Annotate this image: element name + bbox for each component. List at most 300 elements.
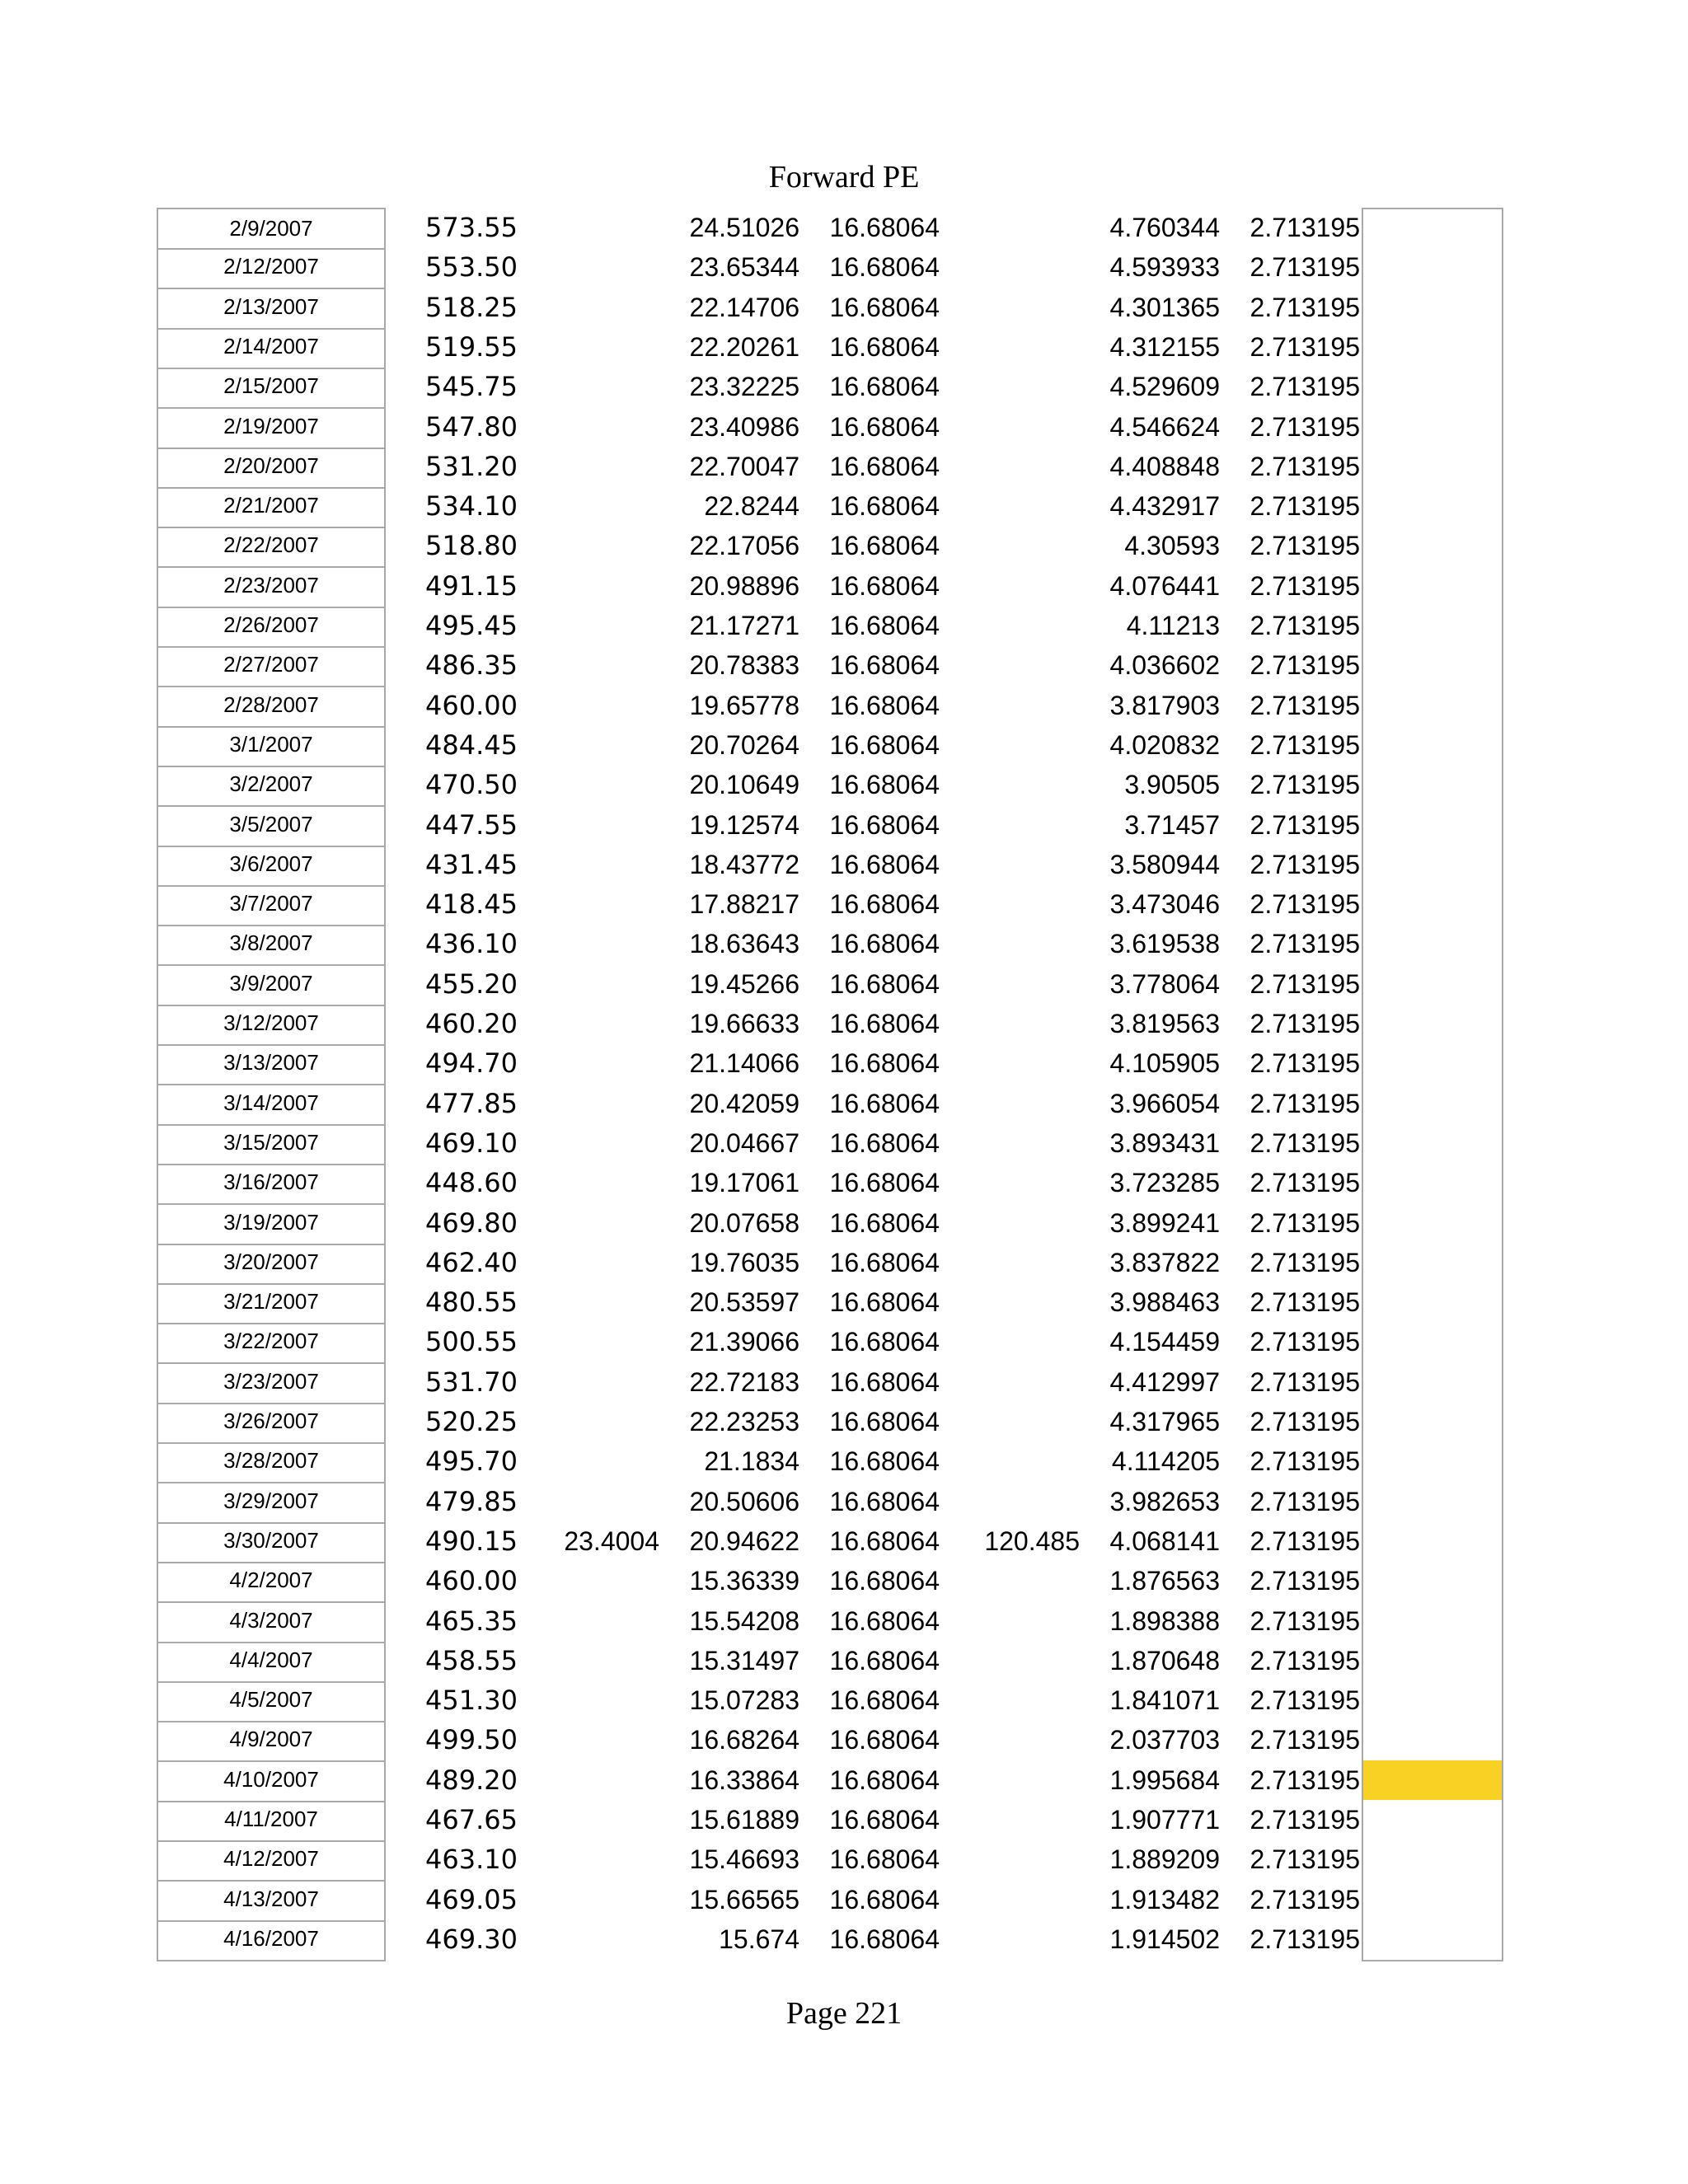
price-cell: 469.30: [425, 1923, 518, 1955]
value-120-cell: [940, 407, 1080, 448]
ratio-avg-cell: 2.713195: [1250, 1366, 1360, 1397]
ratio-avg-cell: 2.713195: [1250, 1287, 1360, 1318]
ratio-cell: 4.312155: [1109, 331, 1220, 362]
pe-cell: 22.23253: [689, 1407, 799, 1436]
date-cell: 3/26/2007: [157, 1402, 386, 1444]
ratio-cell: 3.988463: [1109, 1287, 1220, 1318]
eps-cell: [528, 765, 659, 805]
value-120-cell: [940, 247, 1080, 288]
ratio-cell: 1.898388: [1109, 1605, 1220, 1636]
eps-cell: [528, 686, 659, 726]
eps-cell: [528, 1362, 659, 1403]
value-120-cell: [940, 686, 1080, 726]
pe-cell: 24.51026: [689, 213, 799, 242]
date-cell: 2/21/2007: [157, 486, 386, 528]
ratio-avg-cell: 2.713195: [1250, 1327, 1360, 1357]
value-120-cell: [940, 1084, 1080, 1124]
table-row: [0, 327, 1688, 368]
value-120-cell: [940, 765, 1080, 805]
pe-cell: 18.63643: [689, 929, 799, 959]
empty-cell: [1362, 924, 1503, 966]
pe-cell: 21.1834: [704, 1446, 799, 1477]
empty-cell: [1362, 1441, 1503, 1483]
ratio-cell: 4.154459: [1109, 1327, 1220, 1357]
value-120-cell: [940, 964, 1080, 1005]
table-row: [0, 1521, 1688, 1562]
price-cell: 520.25: [425, 1406, 518, 1437]
empty-cell: [1362, 1720, 1503, 1762]
table-row: [0, 247, 1688, 288]
pe-cell: 21.17271: [689, 611, 799, 640]
ratio-cell: 4.593933: [1109, 252, 1220, 283]
table-row: [0, 1282, 1688, 1323]
table-row: [0, 1362, 1688, 1403]
price-cell: 545.75: [425, 371, 518, 403]
price-cell: 531.70: [425, 1366, 518, 1398]
value-120-cell: [940, 606, 1080, 646]
pe-cell: 19.45266: [689, 968, 799, 999]
ratio-cell: 4.529609: [1109, 372, 1220, 402]
pe-cell: 23.32225: [689, 372, 799, 402]
value-120-cell: [940, 725, 1080, 766]
ratio-avg-cell: 2.713195: [1250, 611, 1360, 640]
pe-cell: 22.20261: [689, 331, 799, 362]
date-cell: 4/3/2007: [157, 1601, 386, 1643]
date-cell: 4/13/2007: [157, 1880, 386, 1922]
avg-pe-cell: 16.68064: [829, 611, 940, 640]
empty-cell: [1362, 964, 1503, 1006]
ratio-cell: 4.412997: [1109, 1366, 1220, 1397]
value-120-cell: [940, 1601, 1080, 1642]
eps-cell: [528, 1760, 659, 1801]
ratio-avg-cell: 2.713195: [1250, 650, 1360, 681]
price-cell: 469.80: [425, 1207, 518, 1239]
price-cell: 534.10: [425, 490, 518, 523]
empty-cell: [1362, 407, 1503, 449]
empty-cell: [1362, 1561, 1503, 1603]
eps-cell: [528, 1720, 659, 1760]
value-120-cell: [940, 884, 1080, 925]
eps-cell: [528, 964, 659, 1005]
empty-cell: [1362, 566, 1503, 608]
price-cell: 495.70: [425, 1446, 518, 1478]
eps-cell: [528, 566, 659, 607]
table-row: [0, 1203, 1688, 1244]
ratio-cell: 4.317965: [1109, 1407, 1220, 1436]
date-cell: 3/22/2007: [157, 1322, 386, 1364]
value-120-cell: [940, 1919, 1080, 1960]
value-120-cell: [940, 845, 1080, 885]
value-120-cell: [940, 1840, 1080, 1880]
table-row: [0, 1163, 1688, 1203]
pe-cell: 17.88217: [689, 889, 799, 920]
value-120-cell: [940, 1322, 1080, 1362]
price-cell: 470.50: [425, 769, 518, 801]
empty-cell: [1362, 1521, 1503, 1563]
pe-cell: 19.76035: [689, 1247, 799, 1277]
eps-cell: [528, 1800, 659, 1840]
price-cell: 460.00: [425, 689, 518, 721]
empty-cell: [1362, 1482, 1503, 1524]
empty-cell: [1362, 725, 1503, 767]
table-row: [0, 1043, 1688, 1084]
ratio-cell: 3.893431: [1109, 1127, 1220, 1158]
avg-pe-cell: 16.68064: [829, 650, 940, 681]
eps-cell: [528, 1840, 659, 1880]
pe-cell: 15.46693: [689, 1844, 799, 1875]
empty-cell: [1362, 1123, 1503, 1165]
empty-cell: [1362, 486, 1503, 528]
ratio-avg-cell: 2.713195: [1250, 809, 1360, 840]
pe-cell: 15.54208: [689, 1605, 799, 1636]
price-cell: 460.20: [425, 1008, 518, 1039]
value-120-cell: [940, 1641, 1080, 1681]
price-cell: 463.10: [425, 1844, 518, 1876]
ratio-avg-cell: 2.713195: [1250, 1844, 1360, 1875]
price-cell: 462.40: [425, 1246, 518, 1278]
table-row: [0, 1680, 1688, 1721]
pe-cell: 20.07658: [689, 1207, 799, 1238]
table-row: [0, 924, 1688, 964]
ratio-avg-cell: 2.713195: [1250, 1884, 1360, 1915]
value-120-cell: [940, 1123, 1080, 1164]
ratio-cell: 3.473046: [1109, 889, 1220, 920]
eps-cell: [528, 447, 659, 487]
date-cell: 4/9/2007: [157, 1720, 386, 1762]
date-cell: 4/10/2007: [157, 1760, 386, 1802]
date-cell: 3/15/2007: [157, 1123, 386, 1165]
pe-cell: 20.94622: [689, 1526, 799, 1556]
empty-cell: [1362, 805, 1503, 847]
date-cell: 2/9/2007: [157, 208, 386, 250]
value-120-cell: [940, 566, 1080, 607]
ratio-avg-cell: 2.713195: [1250, 1645, 1360, 1675]
eps-cell: [528, 805, 659, 846]
date-cell: 3/8/2007: [157, 924, 386, 966]
ratio-avg-cell: 2.713195: [1250, 1127, 1360, 1158]
eps-cell: [528, 1084, 659, 1124]
highlighted-cell: [1362, 1760, 1503, 1802]
eps-cell: [528, 1641, 659, 1681]
price-cell: 479.85: [425, 1485, 518, 1517]
ratio-avg-cell: 2.713195: [1250, 531, 1360, 561]
date-cell: 3/9/2007: [157, 964, 386, 1006]
table-row: [0, 1004, 1688, 1044]
eps-cell: [528, 1402, 659, 1442]
ratio-cell: 4.760344: [1109, 213, 1220, 242]
price-cell: 455.20: [425, 968, 518, 1000]
pe-cell: 22.72183: [689, 1366, 799, 1397]
price-cell: 491.15: [425, 569, 518, 602]
price-cell: 469.05: [425, 1883, 518, 1915]
price-cell: 519.55: [425, 330, 518, 363]
value-120-cell: [940, 1362, 1080, 1403]
pe-cell: 15.07283: [689, 1685, 799, 1716]
ratio-cell: 1.913482: [1109, 1884, 1220, 1915]
price-cell: 518.80: [425, 530, 518, 562]
table-row: [0, 884, 1688, 925]
ratio-cell: 3.966054: [1109, 1088, 1220, 1118]
empty-cell: [1362, 447, 1503, 489]
value-120-cell: [940, 1880, 1080, 1920]
avg-pe-cell: 16.68064: [829, 809, 940, 840]
avg-pe-cell: 16.68064: [829, 1725, 940, 1755]
avg-pe-cell: 16.68064: [829, 252, 940, 283]
table-row: [0, 1720, 1688, 1760]
eps-cell: [528, 1441, 659, 1482]
eps-cell: [528, 1282, 659, 1323]
ratio-cell: 1.889209: [1109, 1844, 1220, 1875]
empty-cell: [1362, 1004, 1503, 1046]
table-row: [0, 1760, 1688, 1801]
avg-pe-cell: 16.68064: [829, 889, 940, 920]
avg-pe-cell: 16.68064: [829, 1605, 940, 1636]
price-cell: 436.10: [425, 928, 518, 960]
ratio-cell: 3.90505: [1124, 770, 1220, 800]
pe-cell: 21.14066: [689, 1048, 799, 1079]
table-row: [0, 1561, 1688, 1601]
price-cell: 480.55: [425, 1286, 518, 1319]
ratio-cell: 4.076441: [1109, 570, 1220, 601]
value-120-cell: [940, 526, 1080, 566]
table-row: [0, 1123, 1688, 1164]
price-cell: 465.35: [425, 1605, 518, 1637]
value-120-cell: [940, 1203, 1080, 1244]
avg-pe-cell: 16.68064: [829, 1924, 940, 1954]
table-row: [0, 606, 1688, 646]
value-120-cell: [940, 367, 1080, 407]
date-cell: 3/12/2007: [157, 1004, 386, 1046]
page-title: Forward PE: [768, 160, 920, 194]
value-120-cell: [940, 288, 1080, 328]
ratio-cell: 4.408848: [1109, 451, 1220, 481]
ratio-cell: 3.723285: [1109, 1168, 1220, 1198]
value-120-cell: 120.485: [984, 1526, 1080, 1556]
avg-pe-cell: 16.68064: [829, 451, 940, 481]
ratio-avg-cell: 2.713195: [1250, 331, 1360, 362]
empty-cell: [1362, 1680, 1503, 1722]
table-row: [0, 1482, 1688, 1522]
avg-pe-cell: 16.68064: [829, 690, 940, 720]
ratio-cell: 3.71457: [1124, 809, 1220, 840]
eps-cell: [528, 247, 659, 288]
eps-cell: [528, 1680, 659, 1721]
value-120-cell: [940, 1561, 1080, 1601]
empty-cell: [1362, 1282, 1503, 1324]
ratio-avg-cell: 2.713195: [1250, 1685, 1360, 1716]
avg-pe-cell: 16.68064: [829, 1407, 940, 1436]
price-cell: 467.65: [425, 1804, 518, 1835]
value-120-cell: [940, 1720, 1080, 1760]
date-cell: 2/28/2007: [157, 686, 386, 728]
ratio-avg-cell: 2.713195: [1250, 491, 1360, 522]
eps-cell: [528, 327, 659, 368]
date-cell: 2/27/2007: [157, 645, 386, 687]
ratio-cell: 4.11213: [1126, 611, 1220, 640]
date-cell: 3/13/2007: [157, 1043, 386, 1085]
eps-cell: [528, 924, 659, 964]
date-cell: 3/21/2007: [157, 1282, 386, 1324]
value-120-cell: [940, 1043, 1080, 1084]
ratio-cell: 1.914502: [1109, 1924, 1220, 1954]
avg-pe-cell: 16.68064: [829, 491, 940, 522]
avg-pe-cell: 16.68064: [829, 1805, 940, 1835]
date-cell: 4/11/2007: [157, 1800, 386, 1842]
avg-pe-cell: 16.68064: [829, 292, 940, 322]
table-row: [0, 645, 1688, 686]
eps-cell: [528, 1601, 659, 1642]
date-cell: 4/12/2007: [157, 1840, 386, 1882]
empty-cell: [1362, 1840, 1503, 1882]
ratio-avg-cell: 2.713195: [1250, 968, 1360, 999]
empty-cell: [1362, 1362, 1503, 1404]
date-cell: 3/16/2007: [157, 1163, 386, 1205]
table-row: [0, 1641, 1688, 1681]
avg-pe-cell: 16.68064: [829, 1088, 940, 1118]
ratio-avg-cell: 2.713195: [1250, 1009, 1360, 1038]
price-cell: 518.25: [425, 291, 518, 323]
pe-cell: 20.78383: [689, 650, 799, 681]
avg-pe-cell: 16.68064: [829, 1247, 940, 1277]
price-cell: 499.50: [425, 1724, 518, 1756]
ratio-avg-cell: 2.713195: [1250, 690, 1360, 720]
pe-cell: 20.50606: [689, 1486, 799, 1516]
ratio-avg-cell: 2.713195: [1250, 292, 1360, 322]
price-cell: 477.85: [425, 1087, 518, 1119]
eps-cell: [528, 884, 659, 925]
avg-pe-cell: 16.68064: [829, 1168, 940, 1198]
ratio-cell: 2.037703: [1109, 1725, 1220, 1755]
ratio-cell: 3.837822: [1109, 1247, 1220, 1277]
table-row: [0, 1243, 1688, 1283]
table-row: [0, 1084, 1688, 1124]
eps-cell: 23.4004: [564, 1526, 659, 1556]
price-cell: 418.45: [425, 888, 518, 921]
value-120-cell: [940, 924, 1080, 964]
price-cell: 451.30: [425, 1685, 518, 1717]
date-cell: 2/13/2007: [157, 288, 386, 330]
date-cell: 4/5/2007: [157, 1680, 386, 1722]
value-120-cell: [940, 1482, 1080, 1522]
avg-pe-cell: 16.68064: [829, 1327, 940, 1357]
date-cell: 3/19/2007: [157, 1203, 386, 1245]
empty-cell: [1362, 686, 1503, 728]
price-cell: 547.80: [425, 410, 518, 443]
ratio-avg-cell: 2.713195: [1250, 1805, 1360, 1835]
pe-cell: 19.65778: [689, 690, 799, 720]
avg-pe-cell: 16.68064: [829, 849, 940, 879]
date-cell: 2/23/2007: [157, 566, 386, 608]
empty-cell: [1362, 645, 1503, 687]
ratio-avg-cell: 2.713195: [1250, 372, 1360, 402]
date-cell: 3/1/2007: [157, 725, 386, 767]
ratio-avg-cell: 2.713195: [1250, 1605, 1360, 1636]
price-cell: 458.55: [425, 1644, 518, 1676]
price-cell: 447.55: [425, 808, 518, 841]
table-row: [0, 288, 1688, 328]
ratio-avg-cell: 2.713195: [1250, 729, 1360, 760]
empty-cell: [1362, 526, 1503, 568]
date-cell: 2/26/2007: [157, 606, 386, 648]
table-row: [0, 566, 1688, 607]
ratio-cell: 1.870648: [1109, 1645, 1220, 1675]
date-cell: 2/22/2007: [157, 526, 386, 568]
ratio-cell: 1.841071: [1109, 1685, 1220, 1716]
price-cell: 531.20: [425, 450, 518, 482]
empty-cell: [1362, 327, 1503, 369]
avg-pe-cell: 16.68064: [829, 1446, 940, 1477]
ratio-avg-cell: 2.713195: [1250, 1526, 1360, 1556]
avg-pe-cell: 16.68064: [829, 331, 940, 362]
pe-cell: 19.17061: [689, 1168, 799, 1198]
table-row: [0, 1800, 1688, 1840]
table-row: [0, 208, 1688, 248]
avg-pe-cell: 16.68064: [829, 968, 940, 999]
ratio-cell: 3.619538: [1109, 929, 1220, 959]
value-120-cell: [940, 645, 1080, 686]
value-120-cell: [940, 486, 1080, 527]
empty-cell: [1362, 884, 1503, 926]
empty-cell: [1362, 1084, 1503, 1126]
table-row: [0, 1840, 1688, 1880]
price-cell: 495.45: [425, 610, 518, 641]
date-cell: 3/14/2007: [157, 1084, 386, 1126]
value-120-cell: [940, 1004, 1080, 1044]
empty-cell: [1362, 1043, 1503, 1085]
eps-cell: [528, 606, 659, 646]
ratio-cell: 3.778064: [1109, 968, 1220, 999]
pe-cell: 15.31497: [689, 1645, 799, 1675]
table-row: [0, 407, 1688, 448]
table-row: [0, 964, 1688, 1005]
ratio-avg-cell: 2.713195: [1250, 213, 1360, 242]
empty-cell: [1362, 1163, 1503, 1205]
eps-cell: [528, 208, 659, 248]
avg-pe-cell: 16.68064: [829, 1765, 940, 1795]
pe-cell: 20.42059: [689, 1088, 799, 1118]
price-cell: 490.15: [425, 1525, 518, 1557]
ratio-cell: 1.995684: [1109, 1765, 1220, 1795]
ratio-avg-cell: 2.713195: [1250, 1566, 1360, 1596]
date-cell: 2/19/2007: [157, 407, 386, 449]
ratio-avg-cell: 2.713195: [1250, 889, 1360, 920]
pe-cell: 15.36339: [689, 1566, 799, 1596]
empty-cell: [1362, 1243, 1503, 1285]
date-cell: 2/20/2007: [157, 447, 386, 489]
avg-pe-cell: 16.68064: [829, 213, 940, 242]
ratio-cell: 3.899241: [1109, 1207, 1220, 1238]
ratio-cell: 3.817903: [1109, 690, 1220, 720]
eps-cell: [528, 845, 659, 885]
date-cell: 3/2/2007: [157, 765, 386, 807]
pe-cell: 22.17056: [689, 531, 799, 561]
ratio-cell: 4.301365: [1109, 292, 1220, 322]
value-120-cell: [940, 1243, 1080, 1283]
eps-cell: [528, 1043, 659, 1084]
table-row: [0, 765, 1688, 805]
empty-cell: [1362, 1641, 1503, 1683]
ratio-avg-cell: 2.713195: [1250, 1247, 1360, 1277]
value-120-cell: [940, 1800, 1080, 1840]
price-cell: 553.50: [425, 251, 518, 284]
avg-pe-cell: 16.68064: [829, 1207, 940, 1238]
ratio-avg-cell: 2.713195: [1250, 411, 1360, 442]
table-row: [0, 1402, 1688, 1442]
eps-cell: [528, 1561, 659, 1601]
ratio-cell: 4.105905: [1109, 1048, 1220, 1079]
pe-cell: 19.66633: [689, 1009, 799, 1038]
price-cell: 460.00: [425, 1565, 518, 1597]
